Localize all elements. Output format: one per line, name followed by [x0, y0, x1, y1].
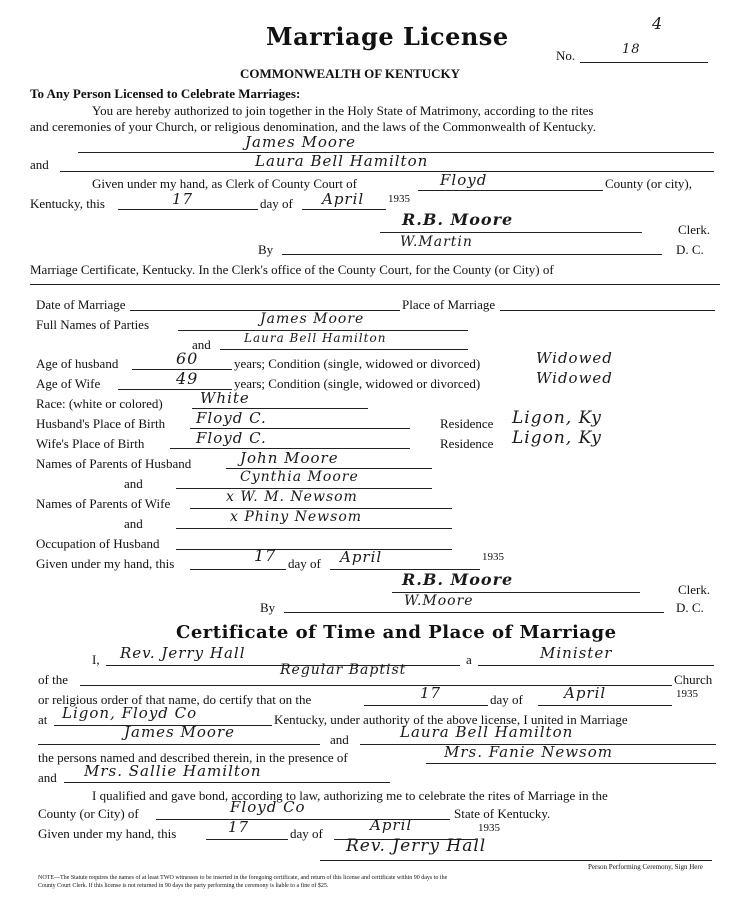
ceremony-groom: James Moore [124, 723, 235, 741]
license-year: 1935 [388, 193, 410, 205]
officiant-given-day: 17 [228, 818, 250, 836]
wife-residence-value: Ligon, Ky [512, 428, 602, 448]
license-month: April [322, 190, 365, 208]
husband-father-name: John Moore [240, 449, 339, 467]
state-label: State of Kentucky. [454, 806, 551, 821]
party-2-name: Laura Bell Hamilton [244, 331, 387, 345]
county-label: County (or City) of [38, 806, 139, 821]
at-label: at [38, 712, 48, 727]
wife-residence-label: Residence [440, 436, 494, 451]
certificate-month: April [340, 548, 383, 566]
occupation-label: Occupation of Husband [36, 536, 160, 551]
certificate-by-label: By [260, 600, 276, 615]
license-day: 17 [172, 190, 194, 208]
officiant-day-of-label: day of [290, 826, 323, 841]
ceremony-month: April [564, 684, 607, 702]
party-1-name: James Moore [260, 311, 365, 327]
ceremony-place: Ligon, Floyd Co [62, 704, 198, 722]
husband-residence-value: Ligon, Ky [512, 408, 602, 428]
certificate-deputy-signature: W.Moore [404, 593, 474, 609]
certificate-year: 1935 [482, 551, 504, 563]
witness-1: Mrs. Fanie Newsom [444, 743, 613, 761]
age-wife-label: Age of Wife [36, 376, 101, 391]
groom-name: James Moore [245, 133, 356, 151]
place-of-marriage-label: Place of Marriage [402, 297, 496, 312]
certificate-day-of-label: day of [288, 556, 321, 571]
corner-mark: 4 [652, 14, 664, 33]
clerk-label: Clerk. [678, 222, 711, 237]
wife-birth-label: Wife's Place of Birth [36, 436, 145, 451]
license-number-label: No. [556, 48, 576, 63]
certificate-given-label: Given under my hand, this [36, 556, 175, 571]
condition-husband-value: Widowed [536, 349, 613, 367]
by-label: By [258, 242, 274, 257]
authorization-line-1: You are hereby authorized to join together in the Holy State of Matrimony, according to the rites [92, 103, 594, 118]
condition-husband-label: years; Condition (single, widowed or divorced) [234, 356, 481, 371]
age-husband-label: Age of husband [36, 356, 119, 371]
officiant-given-month: April [370, 816, 413, 834]
wife-father-name: x W. M. Newsom [226, 489, 358, 505]
certificate-intro: Marriage Certificate, Kentucky. In the Clerk's office of the County Court, for the County (or City) of [30, 262, 554, 277]
wife-birth-value: Floyd C. [196, 429, 267, 447]
signature-caption: Person Performing Ceremony, Sign Here [588, 863, 703, 871]
authorization-line-2: and ceremonies of your Church, or religious denomination, and the laws of the Commonwealth of Kentucky. [30, 119, 596, 134]
commonwealth-heading: COMMONWEALTH OF KENTUCKY [240, 66, 461, 81]
ceremony-bride: Laura Bell Hamilton [400, 723, 574, 741]
officiant-given-year: 1935 [478, 822, 500, 834]
ceremony-day: 17 [420, 684, 442, 702]
license-number-value: 18 [622, 42, 641, 57]
condition-wife-value: Widowed [536, 369, 613, 387]
deputy-signature: W.Martin [400, 234, 473, 250]
and-label: and [30, 157, 49, 172]
age-husband-value: 60 [176, 349, 199, 368]
certificate-clerk-signature: R.B. Moore [402, 570, 514, 589]
husband-birth-label: Husband's Place of Birth [36, 416, 166, 431]
husband-residence-label: Residence [440, 416, 494, 431]
bride-name: Laura Bell Hamilton [255, 152, 429, 170]
clerk-given-label: Given under my hand, as Clerk of County Court of [92, 176, 358, 191]
i-label: I, [92, 652, 100, 667]
parents-husband-label: Names of Parents of Husband [36, 456, 192, 471]
church-label: Church [674, 672, 713, 687]
age-wife-value: 49 [176, 369, 199, 388]
husband-parents-and-label: and [124, 476, 143, 491]
ceremony-year: 1935 [676, 688, 698, 700]
witness-and-label: and [38, 770, 57, 785]
race-value: White [200, 389, 250, 407]
license-county: Floyd [440, 171, 488, 189]
party-and-label: and [192, 337, 211, 352]
ceremony-county: Floyd Co [230, 798, 306, 816]
full-names-label: Full Names of Parties [36, 317, 150, 332]
certificate-clerk-label: Clerk. [678, 582, 711, 597]
dc-label: D. C. [676, 242, 704, 257]
condition-wife-label: years; Condition (single, widowed or divorced) [234, 376, 481, 391]
parents-wife-label: Names of Parents of Wife [36, 496, 171, 511]
certificate-dc-label: D. C. [676, 600, 704, 615]
authority-text: Kentucky, under authority of the above license, I united in Marriage [274, 712, 628, 727]
kentucky-this-label: Kentucky, this [30, 196, 105, 211]
witness-2: Mrs. Sallie Hamilton [84, 762, 262, 780]
ceremony-and-label: and [330, 732, 349, 747]
day-of-label: day of [260, 196, 293, 211]
officiant-given-label: Given under my hand, this [38, 826, 177, 841]
ceremony-day-of-label: day of [490, 692, 523, 707]
race-label: Race: (white or colored) [36, 396, 163, 411]
wife-mother-name: x Phiny Newsom [230, 509, 363, 525]
officiant-name: Rev. Jerry Hall [120, 644, 246, 662]
bond-text: I qualified and gave bond, according to law, authorizing me to celebrate the rites of Marriage in the [92, 788, 608, 803]
clerk-signature: R.B. Moore [402, 210, 514, 229]
religious-order-text: or religious order of that name, do certify that on the [38, 692, 312, 707]
a-label: a [466, 652, 472, 667]
time-place-title: Certificate of Time and Place of Marriage [176, 622, 617, 643]
certificate-day: 17 [254, 546, 277, 565]
document-title: Marriage License [266, 22, 509, 51]
of-the-label: of the [38, 672, 68, 687]
officiant-title: Minister [540, 644, 613, 662]
statute-note-line-1: NOTE—The Statute requires the names of at least TWO witnesses to be inserted in the foregoing certificate, and return of this license and certificate within 90 days to the [38, 875, 448, 881]
salutation: To Any Person Licensed to Celebrate Marriages: [30, 86, 301, 101]
county-suffix: County (or city), [605, 176, 693, 191]
officiant-signature: Rev. Jerry Hall [346, 836, 487, 856]
date-of-marriage-label: Date of Marriage [36, 297, 126, 312]
husband-birth-value: Floyd C. [196, 409, 267, 427]
persons-text: the persons named and described therein, in the presence of [38, 750, 348, 765]
wife-parents-and-label: and [124, 516, 143, 531]
husband-mother-name: Cynthia Moore [240, 469, 359, 485]
church-name: Regular Baptist [280, 662, 407, 678]
statute-note-line-2: County Court Clerk. If this license is not returned in 90 days the party performing the ceremony is liable to a fine of $25. [38, 883, 329, 889]
